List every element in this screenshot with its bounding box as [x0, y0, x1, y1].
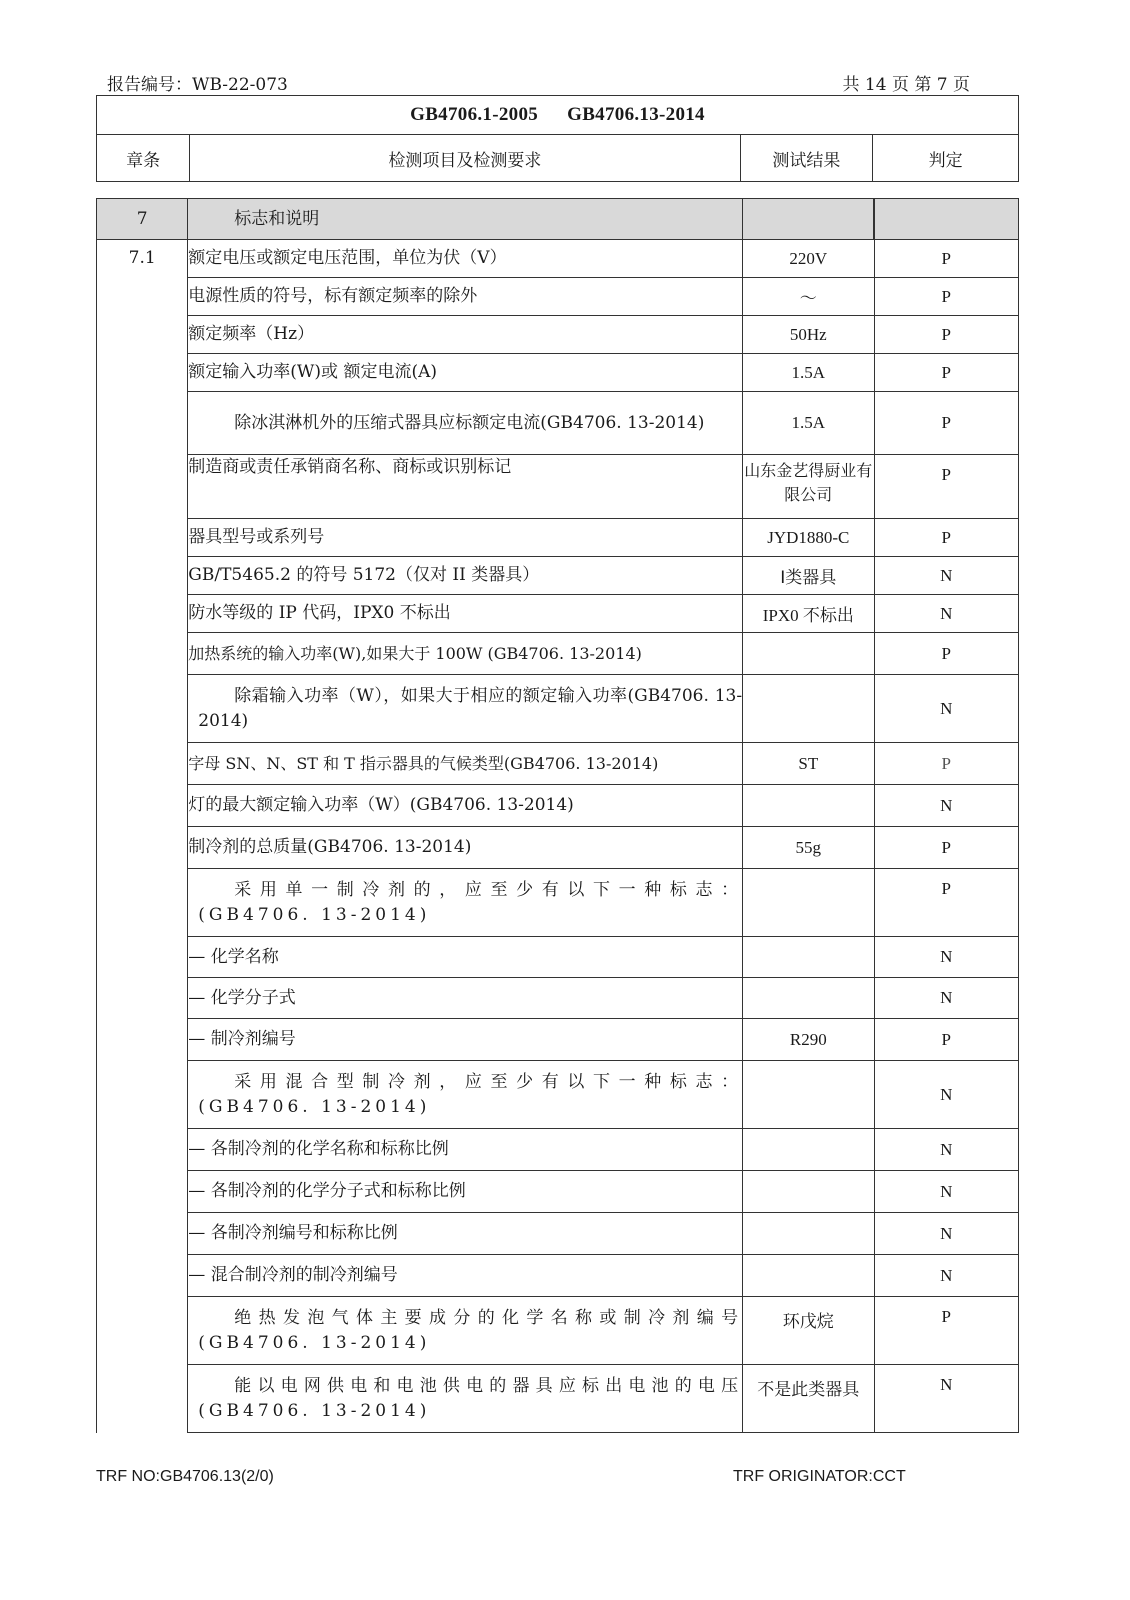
test-item: 字母 SN、N、ST 和 T 指示器具的气候类型(GB4706. 13-2014): [188, 743, 743, 785]
test-result: IPX0 不标出: [743, 595, 874, 633]
test-item: — 制冷剂编号: [188, 1019, 743, 1061]
table-row: [97, 1019, 1019, 1061]
table-row: [97, 557, 1019, 595]
section-row: [97, 199, 1019, 240]
test-result: [743, 1061, 874, 1129]
verdict: N: [874, 1255, 1018, 1297]
test-result: [743, 1171, 874, 1213]
test-result: 50Hz: [743, 316, 874, 354]
verdict: P: [874, 455, 1018, 519]
test-item: 采用混合型制冷剂，应至少有以下一种标志：(GB4706. 13-2014): [188, 1061, 743, 1129]
test-result: Ⅰ类器具: [743, 557, 874, 595]
test-item: 制造商或责任承销商名称、商标或识别标记: [188, 455, 743, 519]
test-item: 额定频率（Hz）: [188, 316, 743, 354]
verdict: P: [874, 519, 1018, 557]
test-result: 环戊烷: [743, 1297, 874, 1365]
table-row: [97, 675, 1019, 743]
test-result: 220V: [743, 240, 874, 278]
verdict: N: [874, 1061, 1018, 1129]
section-result: [743, 199, 874, 240]
test-item: — 各制冷剂的化学名称和标称比例: [188, 1129, 743, 1171]
test-item: 灯的最大额定输入功率（W）(GB4706. 13-2014): [188, 785, 743, 827]
verdict: N: [874, 675, 1018, 743]
test-result: [743, 1255, 874, 1297]
test-result: 1.5A: [743, 392, 874, 455]
test-item: 采用单一制冷剂的，应至少有以下一种标志：(GB4706. 13-2014): [188, 869, 743, 937]
verdict: P: [874, 392, 1018, 455]
test-item: GB/T5465.2 的符号 5172（仅对 II 类器具）: [188, 557, 743, 595]
table-row: [97, 455, 1019, 519]
table-row: [97, 785, 1019, 827]
verdict: P: [874, 633, 1018, 675]
test-result: [743, 978, 874, 1019]
test-item: — 各制冷剂的化学分子式和标称比例: [188, 1171, 743, 1213]
column-header-clause: 章条: [97, 135, 190, 182]
test-item: 电源性质的符号，标有额定频率的除外: [188, 278, 743, 316]
test-item: 额定电压或额定电压范围，单位为伏（V）: [188, 240, 743, 278]
test-result: 55g: [743, 827, 874, 869]
table-row: [97, 240, 1019, 278]
test-item: 器具型号或系列号: [188, 519, 743, 557]
verdict: N: [874, 1365, 1018, 1433]
table-row: [97, 1061, 1019, 1129]
test-item: 防水等级的 IP 代码，IPX0 不标出: [188, 595, 743, 633]
table-row: [97, 978, 1019, 1019]
verdict: N: [874, 1213, 1018, 1255]
standards-title: [97, 96, 1019, 135]
verdict: P: [874, 278, 1018, 316]
subclause: 7.1: [97, 240, 188, 1433]
report-number: 报告编号：WB-22-073: [107, 75, 288, 95]
table-row: [97, 827, 1019, 869]
test-result: ～: [743, 278, 874, 316]
verdict: P: [874, 869, 1018, 937]
standard-header-table: [96, 95, 1019, 182]
column-header-verdict: 判定: [873, 135, 1019, 182]
verdict: P: [874, 240, 1018, 278]
test-item: 额定输入功率(W)或 额定电流(A): [188, 354, 743, 392]
table-row: [97, 1365, 1019, 1433]
test-item: — 化学名称: [188, 937, 743, 978]
table-row: [97, 354, 1019, 392]
verdict: P: [874, 1297, 1018, 1365]
column-header-result: 测试结果: [740, 135, 873, 182]
verdict: N: [874, 785, 1018, 827]
table-row: [97, 316, 1019, 354]
table-row: [97, 743, 1019, 785]
verdict: N: [874, 1129, 1018, 1171]
table-row: [97, 1171, 1019, 1213]
test-result: 不是此类器具: [743, 1365, 874, 1433]
verdict: N: [874, 1171, 1018, 1213]
test-result: 山东金艺得厨业有限公司: [743, 455, 874, 519]
column-header-item: 检测项目及检测要求: [190, 135, 740, 182]
table-row: [97, 519, 1019, 557]
test-item: 除冰淇淋机外的压缩式器具应标额定电流(GB4706. 13-2014): [188, 392, 743, 455]
trf-number: TRF NO:GB4706.13(2/0): [96, 1468, 274, 1485]
test-result: [743, 785, 874, 827]
test-result: ST: [743, 743, 874, 785]
test-results-table: [96, 198, 1019, 1433]
verdict: P: [874, 316, 1018, 354]
page-info: 共 14 页 第 7 页: [842, 75, 970, 95]
test-result: [743, 1213, 874, 1255]
verdict: N: [874, 557, 1018, 595]
test-result: R290: [743, 1019, 874, 1061]
test-item: 能以电网供电和电池供电的器具应标出电池的电压(GB4706. 13-2014): [188, 1365, 743, 1433]
test-result: [743, 869, 874, 937]
verdict: N: [874, 978, 1018, 1019]
table-row: [97, 633, 1019, 675]
test-result: 1.5A: [743, 354, 874, 392]
test-item: 绝热发泡气体主要成分的化学名称或制冷剂编号(GB4706. 13-2014): [188, 1297, 743, 1365]
verdict: N: [874, 595, 1018, 633]
verdict: P: [874, 1019, 1018, 1061]
table-row: [97, 1129, 1019, 1171]
test-result: [743, 675, 874, 743]
verdict: P: [874, 827, 1018, 869]
table-row: [97, 1213, 1019, 1255]
verdict: P: [874, 354, 1018, 392]
test-result: [743, 937, 874, 978]
standard-2: GB4706.13-2014: [567, 104, 705, 125]
trf-originator: TRF ORIGINATOR:CCT: [733, 1468, 906, 1485]
table-row: [97, 278, 1019, 316]
test-result: [743, 633, 874, 675]
section-title: 标志和说明: [188, 199, 743, 240]
verdict: P: [874, 743, 1018, 785]
section-verdict: [874, 199, 1018, 240]
test-item: 加热系统的输入功率(W),如果大于 100W (GB4706. 13-2014): [188, 633, 743, 675]
test-item: — 化学分子式: [188, 978, 743, 1019]
table-row: [97, 869, 1019, 937]
test-item: — 各制冷剂编号和标称比例: [188, 1213, 743, 1255]
verdict: N: [874, 937, 1018, 978]
table-row: [97, 1255, 1019, 1297]
table-row: [97, 937, 1019, 978]
section-clause: 7: [97, 199, 188, 240]
test-result: [743, 1129, 874, 1171]
standard-1: GB4706.1-2005: [410, 104, 539, 125]
test-item: — 混合制冷剂的制冷剂编号: [188, 1255, 743, 1297]
test-item: 制冷剂的总质量(GB4706. 13-2014): [188, 827, 743, 869]
table-row: [97, 595, 1019, 633]
table-row: [97, 1297, 1019, 1365]
test-item: 除霜输入功率（W），如果大于相应的额定输入功率(GB4706. 13-2014): [188, 675, 743, 743]
test-result: JYD1880-C: [743, 519, 874, 557]
table-row: [97, 392, 1019, 455]
